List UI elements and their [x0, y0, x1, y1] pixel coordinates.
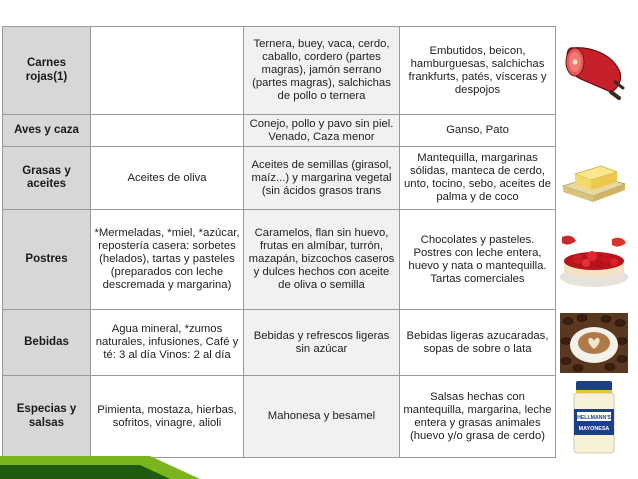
image-cell: [556, 147, 633, 210]
limited-cell: Chocolates y pasteles. Postres con leche entera, huevo y nata o mantequilla. Tartas comerciales: [400, 210, 556, 310]
table-row: [3, 310, 633, 376]
image-cell: [556, 376, 633, 458]
category-cell: Bebidas: [3, 310, 91, 376]
dark-green-arrow-bar: [0, 465, 170, 479]
recommended-cell: Pimienta, mostaza, hierbas, sofritos, vinagre, alioli: [91, 376, 244, 458]
cake-icon: [558, 229, 630, 291]
recommended-cell: Aceites de oliva: [91, 147, 244, 210]
image-cell: [556, 115, 633, 147]
food-table: [2, 26, 633, 458]
moderate-cell: Aceites de semillas (girasol, maíz...) y margarina vegetal (sin ácidos grasos trans: [244, 147, 400, 210]
ham-icon: [561, 40, 627, 102]
jar-brand-label: HELLMANN'S: [577, 414, 611, 421]
moderate-cell: Caramelos, flan sin huevo, frutas en almíbar, turrón, mazapán, bizcochos caseros y dulces hechos con aceite de oliva o semilla: [244, 210, 400, 310]
table-row: [3, 210, 633, 310]
table-row: [3, 27, 633, 115]
moderate-cell: Mahonesa y besamel: [244, 376, 400, 458]
limited-cell: Ganso, Pato: [400, 115, 556, 147]
category-cell: Carnes rojas(1): [3, 27, 91, 115]
recommended-cell: [91, 115, 244, 147]
recommended-cell: [91, 27, 244, 115]
limited-cell: Bebidas ligeras azucaradas, sopas de sobre o lata: [400, 310, 556, 376]
moderate-cell: Conejo, pollo y pavo sin piel. Venado, Caza menor: [244, 115, 400, 147]
category-cell: Grasas y aceites: [3, 147, 91, 210]
jar-product-label: MAYONESA: [578, 425, 610, 432]
butter-icon: [559, 152, 629, 204]
limited-cell: Mantequilla, margarinas sólidas, manteca de cerdo, unto, tocino, sebo, aceites de palma y de coco: [400, 147, 556, 210]
recommended-cell: *Mermeladas, *miel, *azúcar, repostería casera: sorbetes (helados), tartas y pasteles (preparados con leche descremada y margarina): [91, 210, 244, 310]
table-row: [3, 147, 633, 210]
recommended-cell: Agua mineral, *zumos naturales, infusiones, Café y té: 3 al día Vinos: 2 al día: [91, 310, 244, 376]
limited-cell: Salsas hechas con mantequilla, margarina, leche entera y grasas animales (huevo y/o grasa de cerdo): [400, 376, 556, 458]
category-cell: Aves y caza: [3, 115, 91, 147]
moderate-cell: Ternera, buey, vaca, cerdo, caballo, cordero (partes magras), jamón serrano (partes magras), salchichas de pollo o ternera: [244, 27, 400, 115]
table-row: [3, 115, 633, 147]
table-row: [3, 376, 633, 458]
moderate-cell: Bebidas y refrescos ligeras sin azúcar: [244, 310, 400, 376]
mayonnaise-jar-icon: [568, 379, 620, 455]
limited-cell: Embutidos, beicon, hamburguesas, salchichas frankfurts, patés, vísceras y despojos: [400, 27, 556, 115]
image-cell: [556, 310, 633, 376]
category-cell: Especias y salsas: [3, 376, 91, 458]
coffee-icon: [560, 313, 628, 373]
image-cell: [556, 27, 633, 115]
category-cell: Postres: [3, 210, 91, 310]
slide-decoration: [0, 451, 638, 479]
image-cell: [556, 210, 633, 310]
